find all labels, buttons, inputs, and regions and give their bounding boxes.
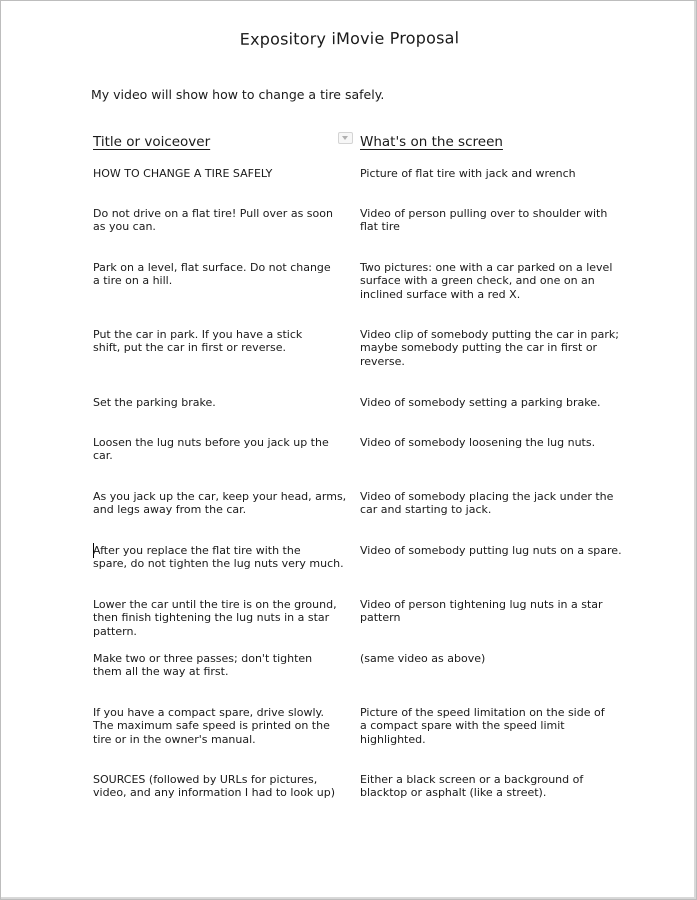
row-1-screen: Picture of flat tire with jack and wrench (360, 167, 576, 180)
row-3-voiceover: Park on a level, flat surface. Do not change a tire on a hill. (93, 261, 331, 288)
column-menu-chevron-down-icon[interactable] (338, 132, 353, 144)
row-5-screen: Video of somebody setting a parking brake. (360, 396, 601, 409)
row-11-screen: Picture of the speed limitation on the side of a compact spare with the speed limit highlighted. (360, 706, 605, 746)
column-header-screen: What's on the screen (360, 134, 503, 150)
row-6-screen: Video of somebody loosening the lug nuts. (360, 436, 596, 449)
row-12-screen: Either a black screen or a background of blacktop or asphalt (like a street). (360, 773, 584, 800)
row-9-screen: Video of person tightening lug nuts in a star pattern (360, 598, 603, 625)
row-10-voiceover: Make two or three passes; don't tighten them all the way at first. (93, 652, 313, 679)
row-12-voiceover: SOURCES (followed by URLs for pictures, video, and any information I had to look up) (93, 773, 336, 800)
row-6-voiceover: Loosen the lug nuts before you jack up the car. (93, 436, 329, 463)
column-header-voiceover: Title or voiceover (93, 134, 211, 150)
row-8-screen: Video of somebody putting lug nuts on a spare. (360, 544, 622, 557)
row-2-screen: Video of person pulling over to shoulder with flat tire (360, 207, 608, 234)
document-title: Expository iMovie Proposal (239, 28, 460, 49)
row-5-voiceover: Set the parking brake. (93, 396, 216, 409)
row-7-voiceover: As you jack up the car, keep your head, arms, and legs away from the car. (93, 490, 347, 517)
row-1-voiceover: HOW TO CHANGE A TIRE SAFELY (93, 167, 273, 180)
intro-text: My video will show how to change a tire safely. (91, 87, 385, 102)
row-9-voiceover: Lower the car until the tire is on the ground, then finish tightening the lug nuts in a star pattern. (93, 598, 337, 638)
row-10-screen: (same video as above) (360, 652, 486, 665)
row-11-voiceover: If you have a compact spare, drive slowly. The maximum safe speed is printed on the tire or in the owner's manual. (93, 706, 330, 746)
row-8-voiceover: After you replace the flat tire with the spare, do not tighten the lug nuts very much. (93, 544, 344, 571)
row-4-screen: Video clip of somebody putting the car in park; maybe somebody putting the car in first or reverse. (360, 328, 619, 368)
row-3-screen: Two pictures: one with a car parked on a level surface with a green check, and one on an inclined surface with a red X. (360, 261, 613, 301)
row-2-voiceover: Do not drive on a flat tire! Pull over as soon as you can. (93, 207, 333, 234)
row-7-screen: Video of somebody placing the jack under the car and starting to jack. (360, 490, 614, 517)
row-4-voiceover: Put the car in park. If you have a stick shift, put the car in first or reverse. (93, 328, 303, 355)
